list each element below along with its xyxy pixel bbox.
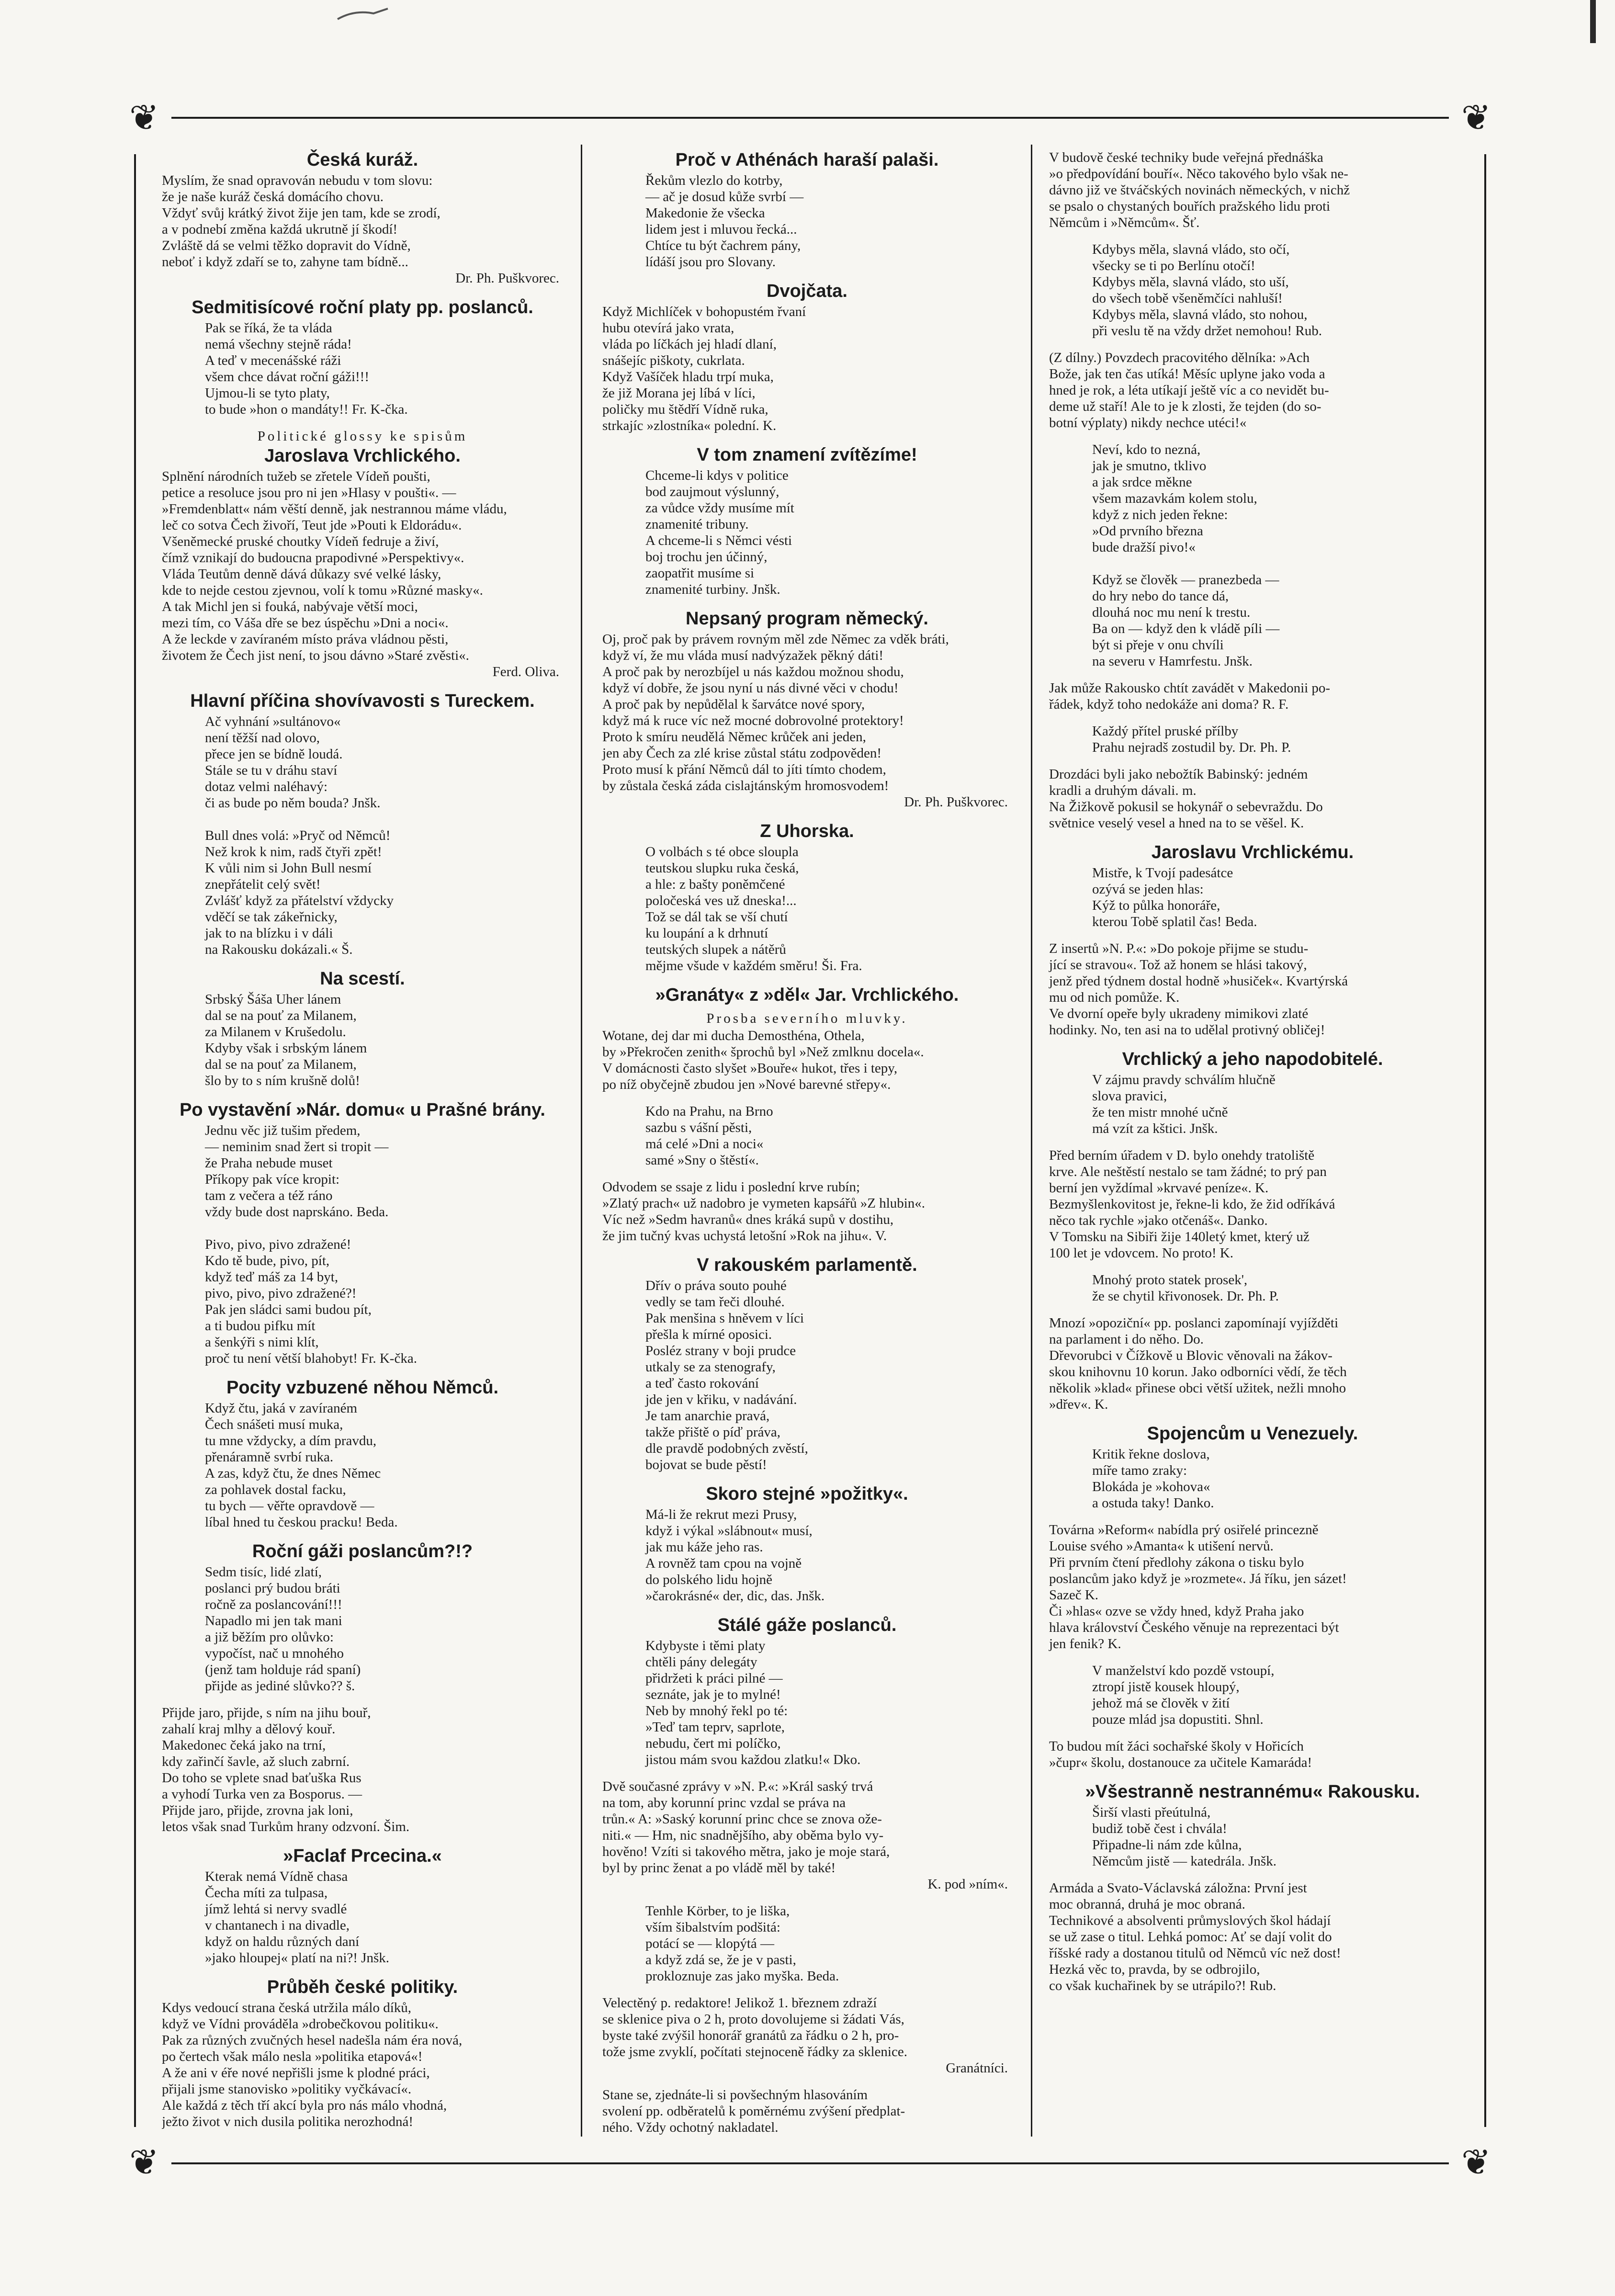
- column-right: [1025, 149, 1456, 2141]
- article: [602, 1995, 1012, 2076]
- column-middle: [582, 149, 1025, 2141]
- article-title: Vrchlický a jeho napodobitelé.: [1122, 1049, 1383, 1069]
- article: [602, 608, 1012, 810]
- article: [1049, 1423, 1456, 1511]
- border-left: [134, 154, 136, 2127]
- article-body: Kdybys měla, slavná vládo, sto očí, všecky se ti po Berlínu otočí! Kdybys měla, slavná vládo, sto uší, do všech tobě všeněmčíci nahluší! Kdybys měla, slavná vládo, sto nohou, při veslu tě na vždy držet nemohou! Rub.: [1092, 242, 1322, 339]
- article: [1049, 940, 1456, 1038]
- article-body: Řekům vlezlo do kotrby, — ač je dosud kůže svrbí — Makedonie že všecka lidem jest i mluvou řecká... Chtíce tu být čachrem pány, lídáší jsou pro Slovany.: [645, 173, 804, 270]
- article-body: Chceme-li kdys v politice bod zaujmout výslunný, za vůdce vždy musíme mít znamenité tribuny. A chceme-li s Němci vésti boj trochu jen účinný, zaopatřit musíme si znamenité turbiny. Jnšk.: [645, 468, 794, 597]
- article: [1049, 1781, 1456, 1869]
- article: [602, 821, 1012, 974]
- article-body: Jednu věc již tušim předem, — neminim snad žert si tropit — že Praha nebude muset Příkopy pak více kropit: tam z večera a též ráno vždy bude dost naprskáno. Beda. Pivo, pivo, pivo zdražené! Kdo tě bude, pivo, pít, když teď máš za 14 byt, pivo, pivo, pivo zdražené?! Pak jen sládci sami budou pít, a ti budou pifku mít a šenkýři s nimi klít, proč tu není větší blahobyt! Fr. K-čka.: [205, 1123, 417, 1366]
- article-body: Odvodem se ssaje z lidu i poslední krve rubín; »Zlatý prach« už nadobro je vymeten kapsářů »Z hlubin«. Víc než »Sedm havranů« dnes kráká supů v dostihu, že jim tučný kvas uchystá letošní »Rok na jihu«. V.: [602, 1179, 926, 1244]
- article: [1049, 723, 1456, 756]
- article-body: Mnozí »opoziční« pp. poslanci zapomínají vyjížděti na parlament i do něho. Do. Dřevorubci v Čížkově u Blovic věnovali na žákov- skou knihovnu 10 korun. Jako odborníci vědí, že těch několik »klad« přinese obci větší užitek, nežli mnoho »dřev«. K.: [1049, 1315, 1347, 1412]
- article-body: Továrna »Reform« nabídla prý osiřelé princezně Louise svého »Amanta« k utišení nervů. Při prvním čtení předlohy zákona o tisku bylo poslancům jako když je »rozmete«. Já říku, jen sázet! Sazeč K. Či »hlas« ozve se vždy hned, když Praha jako hlava království Českého věnuje na reprezentaci být jen fenik? K.: [1049, 1522, 1347, 1651]
- article: [1049, 149, 1456, 231]
- column-left: [162, 149, 582, 2141]
- article-body: Srbský Šáša Uher lánem dal se na pouť za Milanem, za Milanem v Krušedolu. Kdyby však i srbským lánem dal se na pouť za Milanem, šlo by to s ním krušně dolů!: [205, 992, 367, 1088]
- article: [602, 444, 1012, 598]
- article-title: Hlavní příčina shovívavosti s Tureckem.: [190, 691, 535, 711]
- article: [602, 281, 1012, 434]
- article-body: Mnohý proto statek prosek', že se chytil křivonosek. Dr. Ph. P.: [1092, 1272, 1279, 1304]
- article-title: »Granáty« z »děl« Jar. Vrchlického.: [655, 985, 959, 1005]
- article-title: Stálé gáže poslanců.: [717, 1615, 897, 1635]
- article-body: To budou mít žáci sochařské školy v Hořicích »čupr« školu, dostanouce za učitele Kamaráda!: [1049, 1739, 1312, 1770]
- article-body: Velectěný p. redaktore! Jelikož 1. březnem zdraží se sklenice piva o 2 h, proto dovolujeme si žádati Vás, byste také zvýšil honorář granátů za řádku o 2 h, pro- tože jsme zvyklí, počítati stejnoceně řádky za sklenice.: [602, 1995, 907, 2059]
- article: [602, 1103, 1012, 1168]
- article-signature: K. pod »ním«.: [927, 1877, 1008, 1892]
- article-title: Z Uhorska.: [760, 821, 854, 841]
- article-body: O volbách s té obce sloupla teutskou slupku ruka česká, a hle: z bašty poněmčené poločeská ves už dneska!... Tož se dál tak se vší chutí ku loupání a k drhnutí teutských slupek a nátěrů mějme všude v každém směru! Ši. Fra.: [645, 844, 862, 973]
- article-title: Jaroslava Vrchlického.: [264, 446, 461, 466]
- article-title: »Faclaf Prcecina.«: [283, 1846, 442, 1866]
- article-body: Ač vyhnání »sultánovo« není těžší nad olovo, přece jen se bídně loudá. Stále se tu v dráhu staví dotaz velmi naléhavý: či as bude po něm bouda? Jnšk. Bull dnes volá: »Pryč od Němců! Než krok k nim, radš čtyři zpět! K vůli nim si John Bull nesmí znepřátelit celý svět! Zvlášť když za přátelství vždycky vděčí se tak zákeřnicky, jak to na blízku i v dáli na Rakousku dokázali.« Š.: [205, 714, 394, 957]
- corner-ornament-icon: ❦: [1461, 2143, 1491, 2183]
- article-signature: Ferd. Oliva.: [492, 664, 559, 679]
- article-body: Každý přítel pruské přílby Prahu nejradš zostudil by. Dr. Ph. P.: [1092, 724, 1291, 755]
- article-title: Proč v Athénách haraší palaši.: [675, 150, 939, 170]
- corner-ornament-icon: ❦: [129, 2143, 159, 2183]
- border-right: [1484, 154, 1486, 2127]
- article-title: Na scestí.: [320, 969, 405, 989]
- article: [602, 1903, 1012, 1984]
- article-body: Kdo na Prahu, na Brno sazbu s vášní pěsti, má celé »Dni a noci« samé »Sny o štěstí«.: [645, 1104, 773, 1168]
- article-subtitle: Prosba severního mluvky.: [706, 1011, 908, 1026]
- article: [602, 1615, 1012, 1768]
- article-body: Širší vlasti přeútulná, budiž tobě čest i chvála! Připadne-li nám zde kůlna, Němcům jistě — katedrála. Jnšk.: [1092, 1805, 1276, 1869]
- article-title: V rakouském parlamentě.: [697, 1255, 917, 1275]
- scan-mark: [335, 5, 393, 24]
- article-kicker: Politické glossy ke spisům: [257, 429, 468, 444]
- article: [1049, 441, 1456, 669]
- article: [1049, 1272, 1456, 1304]
- article: [162, 690, 563, 958]
- article-title: Průběh české politiky.: [267, 1977, 458, 1997]
- article-title: Jaroslavu Vrchlickému.: [1151, 842, 1354, 862]
- article-body: V manželství kdo pozdě vstoupí, ztropí jistě kousek hloupý, jehož má se člověk v žití pouze mlád jsa dopustiti. Shnl.: [1092, 1663, 1275, 1727]
- article-title: Pocity vzbuzené něhou Němců.: [226, 1378, 498, 1398]
- article-title: Dvojčata.: [767, 281, 847, 301]
- article-body: Neví, kdo to nezná, jak je smutno, tklivo a jak srdce měkne všem mazavkám kolem stolu, když z nich jeden řekne: »Od prvního března bude dražší pivo!« Když se člověk — pranezbeda — do hry nebo do tance dá, dlouhá noc mu není k trestu. Ba on — když den k vládě píli — být si přeje v onu chvíli na severu v Hamrfestu. Jnšk.: [1092, 442, 1280, 669]
- article: [162, 1099, 563, 1367]
- article-title: Česká kuráž.: [306, 150, 418, 170]
- article: [602, 1483, 1012, 1604]
- article-body: Myslím, že snad opravován nebudu v tom slovu: že je naše kuráž česká domácího chovu. Vždyť svůj krátký život žije jen tam, kde se zrodí, a v podnebí změna každá ukrutně jí škodí! Zvláště dá se velmi těžko dopravit do Vídně, neboť i když zdaří se to, zahyne tam bídně...: [162, 173, 440, 270]
- article-body: V budově české techniky bude veřejná přednáška »o předpovídání bouří«. Něco takového bylo však ne- dávno již ve štváčských novinách německých, v nichž se psalo o chystaných bouřích pražského lidu proti Němcům i »Němcům«. Šť.: [1049, 150, 1350, 230]
- article-body: Dřív o práva souto pouhé vedly se tam řeči dlouhé. Pak menšina s hněvem v líci přešla k mírné oposici. Posléz strany v boji prudce utkaly se za stenografy, a teď často rokování jde jen v křiku, v nadávání. Je tam anarchie pravá, takže přiště o píď práva, dle pravdě podobných zvěstí, bojovat se bude pěstí!: [645, 1278, 808, 1472]
- article: [1049, 1147, 1456, 1261]
- article-body: Jak může Rakousko chtít zavádět v Makedonii po- řádek, když toho nedokáže ani doma? R. F.: [1049, 680, 1331, 712]
- article-title: Po vystavění »Nár. domu« u Prašné brány.: [180, 1100, 545, 1120]
- article-body: Kdybyste i těmi platy chtěli pány delegáty přidržeti k práci pilné — seznáte, jak je to mylné! Neb by mnohý řekl po té: »Teď tam teprv, saprlote, nebudu, čert mi políčko, jistou mám svou každou zlatku!« Dko.: [645, 1638, 861, 1767]
- article: [1049, 1049, 1456, 1137]
- article-body: Má-li že rekrut mezi Prusy, když i výkal »slábnout« musí, jak mu káže jeho ras. A rovněž tam cpou na vojně do polského lidu hojně »čarokrásné« der, dic, das. Jnšk.: [645, 1507, 825, 1604]
- article-body: Mistře, k Tvojí padesátce ozývá se jeden hlas: Kýž to půlka honoráře, kterou Tobě splatil čas! Beda.: [1092, 865, 1257, 929]
- article-body: Sedm tisíc, lidé zlatí, poslanci prý budou bráti ročně za poslancování!!! Napadlo mi jen tak mani a již běžím pro olůvko: vypočíst, nač u mnohého (jenž tam holduje rád spaní) přijde as jediné slůvko?? š.: [205, 1564, 361, 1694]
- article-signature: Dr. Ph. Puškvorec.: [455, 271, 559, 286]
- article-title: Roční gáži poslancům?!?: [252, 1541, 473, 1561]
- article: [1049, 1315, 1456, 1413]
- newspaper-page: [128, 99, 1492, 2183]
- columns: [162, 149, 1458, 2141]
- article: [1049, 1522, 1456, 1652]
- article: [1049, 241, 1456, 339]
- article-title: Sedmitisícové roční platy pp. poslanců.: [192, 297, 533, 317]
- corner-ornament-icon: ❦: [129, 99, 159, 138]
- article-body: Pak se říká, že ta vláda nemá všechny stejně ráda! A teď v mecenášské ráži všem chce dávat roční gáži!!! Ujmou-li se tyto platy, to bude »hon o mandáty!! Fr. K-čka.: [205, 320, 408, 417]
- article-body: Před berním úřadem v D. bylo onehdy tratoliště krve. Ale neštěstí nestalo se tam žádné; to prý pan berní jen vyždímal »krvavé peníze«. K. Bezmyšlenkovitost je, řekne-li kdo, že žid odříkává něco tak rychle »jako otčenáš«. Danko. V Tomsku na Sibiři žije 140letý kmet, který už 100 let je vdovcem. No proto! K.: [1049, 1148, 1335, 1261]
- article: [602, 149, 1012, 270]
- article: [602, 1179, 1012, 1244]
- article: [162, 1541, 563, 1694]
- article: [602, 1778, 1012, 1892]
- article: [602, 2087, 1012, 2136]
- article-body: Když Michlíček v bohopustém řvaní hubu otevírá jako vrata, vláda po líčkách jej hladí dlaní, snášejíc piškoty, cukrlata. Když Vašíček hladu trpí muka, že již Morana jej líbá v líci, poličky mu štědří Vídně ruka, strkajíc »zlostníka« polední. K.: [602, 304, 806, 433]
- article-body: Drozdáci byli jako nebožtík Babinský: jedném kradli a druhým dávali. m. Na Žižkově pokusil se hokynář o sebevraždu. Do světnice veselý vesel a hned na to se věšel. K.: [1049, 767, 1323, 831]
- article-body: Splnění národních tužeb se zřetele Vídeň poušti, petice a resoluce jsou pro ni jen »Hlasy v poušti«. — »Fremdenblatt« nám věští denně, jak nestrannou máme vládu, leč co sotva Čech živoří, Teut jde »Pouti k Eldorádu«. Všeněmecké pruské choutky Vídeň fedruje a živí, čímž vznikají do budoucna prapodivné »Perspektivy«. Vláda Teutům denně dává důkazy své velké lásky, kde to nejde cestou zjevnou, volí k tomu »Různé masky«. A tak Michl jen si fouká, nabývaje větší moci, mezi tím, co Váša dře se bez úspěchu »Dni a noci«. A že leckde v zavíraném místo práva vládnou pěsti, životem že Čech jist není, to jsou dávno »Staré zvěsti«.: [162, 469, 507, 663]
- article-body: Když čtu, jaká v zavíraném Čech snášeti musí muka, tu mne vždycky, a dím pravdu, přenáramně svrbí ruka. A zas, když čtu, že dnes Němec za pohlavek dostal facku, tu bych — věřte opravdově — líbal hned tu českou pracku! Beda.: [205, 1401, 398, 1530]
- article: [162, 968, 563, 1089]
- article-signature: Granátníci.: [946, 2060, 1008, 2076]
- article: [162, 149, 563, 286]
- article-title: V tom znamení zvítězíme!: [697, 445, 917, 465]
- article-body: Kterak nemá Vídně chasa Čecha míti za tulpasa, jímž lehtá si nervy svadlé v chantanech i na divadle, když on haldu různých daní »jako hloupej« platí na ni?! Jnšk.: [205, 1869, 389, 1966]
- article: [162, 1705, 563, 1835]
- article: [1049, 1663, 1456, 1728]
- article: [602, 984, 1012, 1093]
- scan-edge-mark: [1590, 0, 1596, 43]
- border-top: [171, 117, 1449, 119]
- article-title: »Všestranně nestrannému« Rakousku.: [1085, 1782, 1420, 1802]
- article: [1049, 680, 1456, 713]
- article: [162, 428, 563, 680]
- border-bottom: [171, 2162, 1449, 2164]
- article: [162, 1377, 563, 1530]
- article: [1049, 1738, 1456, 1771]
- article-body: (Z dílny.) Povzdech pracovitého dělníka: »Ach Bože, jak ten čas utíká! Měsíc uplyne jako voda a hned je rok, a léta utíkají ještě víc a co nevidět bu- deme už staří! Ale to je k zlosti, že tejden (do so- botní výplaty) nikdy nechce utéci!«: [1049, 350, 1329, 430]
- article-title: Skoro stejné »požitky«.: [706, 1484, 908, 1504]
- article-title: Nepsaný program německý.: [686, 609, 928, 629]
- article-body: Stane se, zjednáte-li si povšechným hlasováním svolení pp. odběratelů k poměrnému zvýšení předplat- ného. Vždy ochotný nakladatel.: [602, 2087, 905, 2135]
- article: [162, 1977, 563, 2130]
- article-body: Z insertů »N. P.«: »Do pokoje přijme se studu- jící se stravou«. Tož až honem se hlási takový, jenž před týdnem dostal hodně »husiček«. Kvartýrská mu od nich pomůže. K. Ve dvorní opeře byly ukradeny mimikovi zlaté hodinky. No, ten asi na to udělal protivný obličej!: [1049, 941, 1348, 1038]
- article-body: Wotane, dej dar mi ducha Demosthéna, Othela, by »Překročen zenith« šprochů byl »Než zmlknu docela«. V domácnosti často slyšet »Bouře« hukot, třes i tepy, po níž obyčejně zbudou jen »Nové barevné střepy«.: [602, 1028, 924, 1092]
- corner-ornament-icon: ❦: [1461, 99, 1491, 138]
- article-body: Dvě současné zprávy v »N. P.«: »Král saský trvá na tom, aby korunní princ vzdal se práva na trůn.« A: »Saský korunní princ chce se znova ože- niti.« — Hm, nic snadnějšího, aby oběma bylo vy- hověno! Vzíti si takového mětra, jako je moje stará, byl by princ ženat a po vládě měl by také!: [602, 1779, 890, 1876]
- article-title: Spojencům u Venezuely.: [1147, 1424, 1358, 1444]
- article: [1049, 350, 1456, 431]
- article: [1049, 1880, 1456, 1994]
- article-body: Oj, proč pak by právem rovným měl zde Němec za vděk bráti, když ví, že mu vláda musí nadvýzažek pěkný dáti! A proč pak by nerozbíjel u nás každou možnou shodu, když ví dobře, že jsou nyní u nás divné věci v chodu! A proč pak by nepůdělal k šarvátce nové spory, když má k ruce víc než mocné dobrovolné protektory! Proto k smíru neudělá Němec krůček ani jeden, jen aby Čech za zlé krise zůstal státu zodpověden! Proto musí k přání Němců dál to jíti tímto chodem, by zůstala česká záda cislajtánským hromosvodem!: [602, 632, 949, 793]
- article: [1049, 766, 1456, 831]
- article: [1049, 842, 1456, 930]
- article-body: Kdys vedoucí strana česká utržila málo díků, když ve Vídni prováděla »drobečkovou politiku«. Pak za různých zvučných hesel nadešla nám éra nová, po čertech však málo nesla »politika etapová«! A že ani v éře nové nepřišli jsme k plodné práci, přijali jsme stanovisko »politiky vyčkávací«. Ale každá z těch tří akcí byla pro nás málo vhodná, ježto život v nich dusila politika nerozhodná!: [162, 2000, 463, 2129]
- article-signature: Dr. Ph. Puškvorec.: [904, 794, 1008, 810]
- article-body: V zájmu pravdy schválím hlučně slova pravici, že ten mistr mnohé učně má vzít za kštici. Jnšk.: [1092, 1072, 1276, 1136]
- article: [602, 1255, 1012, 1473]
- article: [162, 1845, 563, 1966]
- article-body: Tenhle Körber, to je liška, vším šibalstvím podšitá: potácí se — klopýtá — a když zdá se, že je v pasti, prokloznuje zas jako myška. Beda.: [645, 1903, 839, 1984]
- article-body: Přijde jaro, přijde, s ním na jihu bouř, zahalí kraj mlhy a dělový kouř. Makedonec čeká jako na trní, kdy zařinčí šavle, až sluch zabrní. Do toho se vplete snad baťuška Rus a vyhodí Turka ven za Bosporus. — Přijde jaro, přijde, zrovna jak loni, letos však snad Turkům hrany odzvoní. Šim.: [162, 1705, 410, 1834]
- article: [162, 297, 563, 418]
- article-body: Armáda a Svato-Václavská záložna: První jest moc obranná, druhá je moc obraná. Technikové a absolventi průmyslových škol hádají se už zase o titul. Lehká pomoc: Ať se dají volit do říšské rady a dostanou titulů od Němců víc než dost! Hezká věc to, pravda, by se odbrojilo, co však kuchařinek by se utrápilo?! Rub.: [1049, 1880, 1341, 1993]
- article-body: Kritik řekne doslova, míře tamo zraky: Blokáda je »kohova« a ostuda taky! Danko.: [1092, 1447, 1214, 1511]
